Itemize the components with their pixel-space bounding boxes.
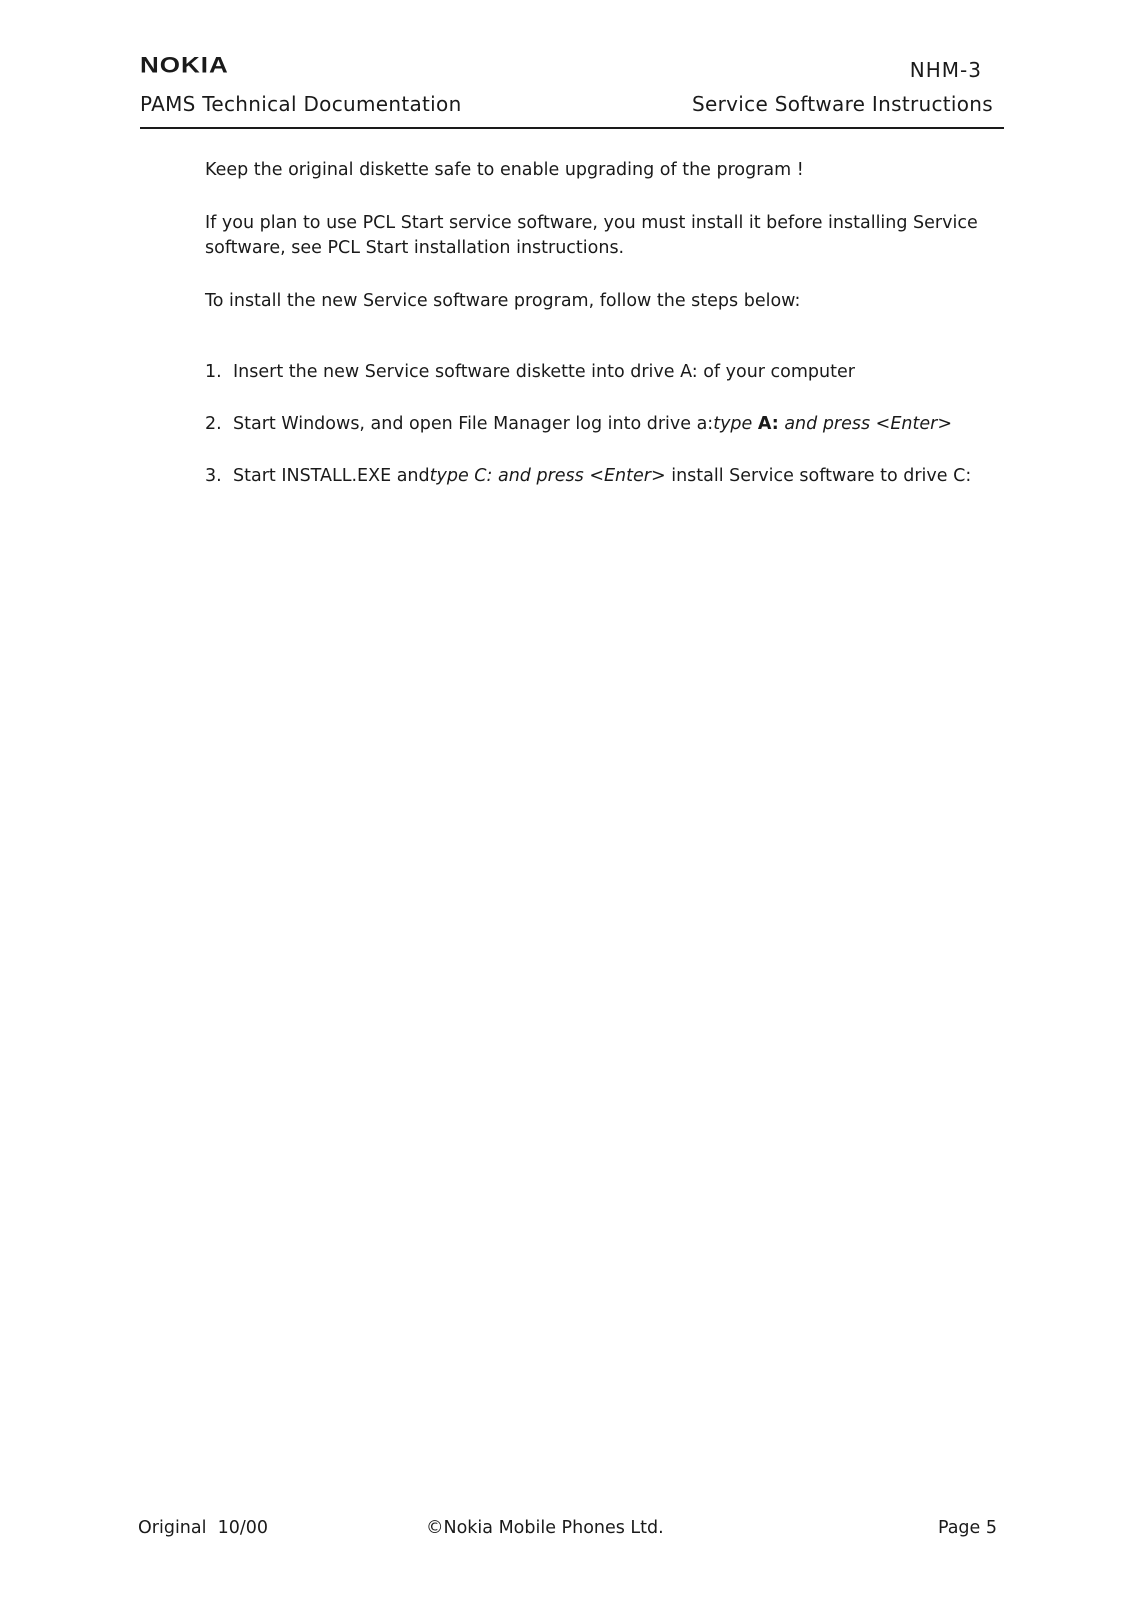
page-body: [205, 158, 1005, 516]
step-lead: Start INSTALL.EXE and: [233, 466, 430, 486]
step-number: 2.: [205, 414, 222, 434]
step-item: [205, 464, 1005, 489]
install-steps: [205, 360, 1005, 489]
nokia-logo: NOKIA: [140, 52, 229, 78]
footer-page-number: Page 5: [937, 1518, 997, 1538]
footer-copyright: ©Nokia Mobile Phones Ltd.: [426, 1518, 664, 1538]
footer-revision: Original 10/00: [138, 1518, 269, 1538]
step-item: [205, 360, 1005, 385]
section-title: Service Software Instructions: [692, 92, 993, 116]
step-number: 3.: [205, 466, 222, 486]
step-type-word: type: [713, 414, 753, 434]
step-number: 1.: [205, 362, 222, 382]
paragraph-keep-diskette: Keep the original diskette safe to enable upgrading of the program !: [205, 160, 804, 180]
header-divider: [140, 127, 1004, 129]
doc-title: PAMS Technical Documentation: [140, 92, 462, 116]
model-number: NHM-3: [909, 58, 982, 82]
step-key: A:: [757, 414, 779, 434]
step-tail: install Service software to drive C:: [671, 466, 972, 486]
step-italic: type C: and press <Enter>: [429, 466, 666, 486]
step-text: [233, 412, 952, 437]
step-item: [205, 412, 1005, 437]
paragraph-install-intro: To install the new Service software program, follow the steps below:: [205, 291, 801, 311]
step-lead: Start Windows, and open File Manager log into drive a:: [233, 414, 714, 434]
step-tail: and press <Enter>: [784, 414, 952, 434]
step-text: Insert the new Service software diskette into drive A: of your computer: [233, 362, 855, 382]
step-text: [233, 464, 971, 489]
paragraph-pcl-start: If you plan to use PCL Start service software, you must install it before installing Service software, see PCL Start installation instructions.: [205, 213, 978, 258]
